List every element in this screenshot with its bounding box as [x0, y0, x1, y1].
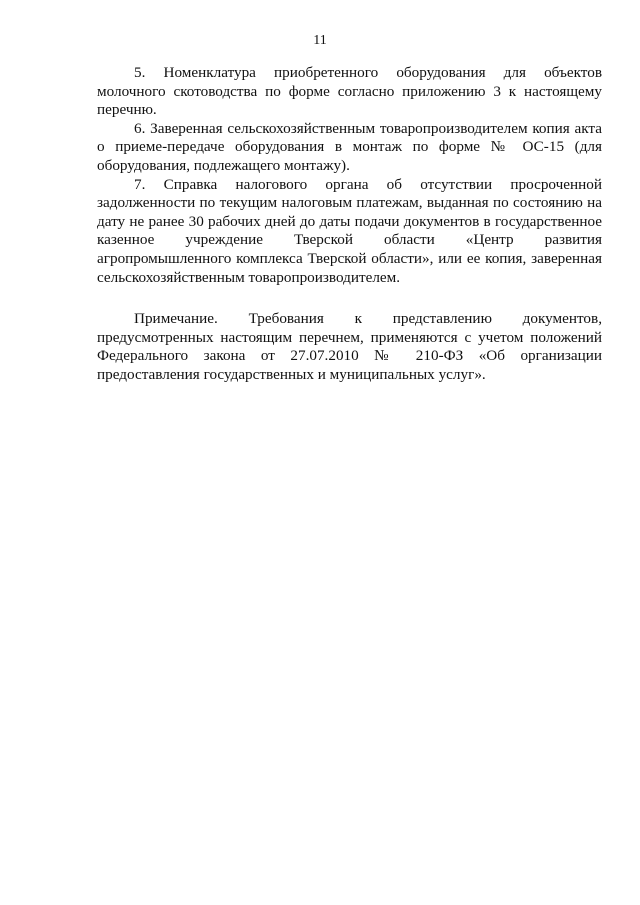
list-item-7: 7. Справка налогового органа об отсутствии просроченной задолженности по текущим налоговым платежам, выданная по состоянию на дату не ранее 30 рабочих дней до даты подачи документов в государственное казенное учреждение Тверской области «Центр развития агропромышленного комплекса Тверской области», или ее копия, заверенная сельскохозяйственным товаропроизводителем.: [97, 175, 602, 286]
document-body: [97, 64, 602, 385]
list-item-6: 6. Заверенная сельскохозяйственным товаропроизводителем копия акта о приеме-передаче оборудования в монтаж по форме № ОС-15 (для оборудования, подлежащего монтажу).: [97, 119, 602, 174]
page-number: 11: [313, 33, 327, 48]
list-item-5: 5. Номенклатура приобретенного оборудования для объектов молочного скотоводства по форме согласно приложению 3 к настоящему перечню.: [97, 64, 602, 119]
note-paragraph: Примечание. Требования к представлению документов, предусмотренных настоящим перечнем, применяются с учетом положений Федерального закона от 27.07.2010 № 210-ФЗ «Об организации предоставления государственных и муниципальных услуг».: [97, 310, 602, 383]
